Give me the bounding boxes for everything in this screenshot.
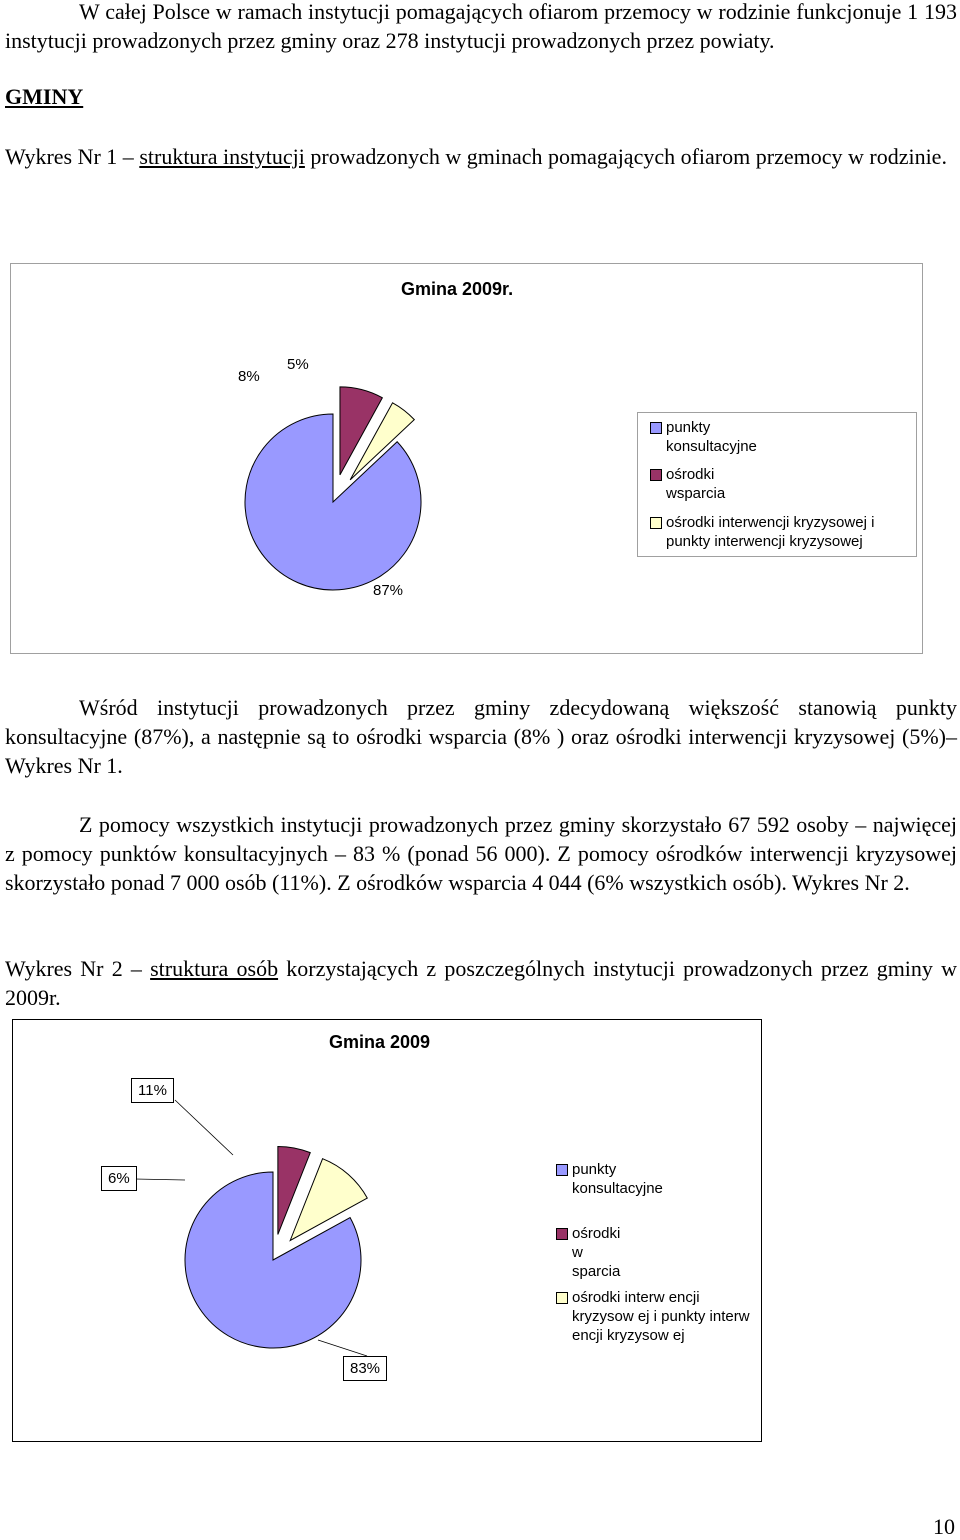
pie2-leader-line-0 xyxy=(175,1100,233,1155)
chart1-caption xyxy=(5,142,957,171)
paragraph-2: Z pomocy wszystkich instytucji prowadzonych przez gminy skorzystało 67 592 osoby – najwięcej z pomocy punktów konsultacyjnych – 83 % (ponad 56 000). Z pomocy ośrodków interwencji kryzysowej skorzystało ponad 7 000 osób (11%). Z ośrodków wsparcia 4 044 (6% wszystkich osób). Wykres Nr 2. xyxy=(5,812,957,895)
caption1-underlined: struktura instytucji xyxy=(139,144,305,169)
chart1-legend-text-consult: punkty konsultacyjne xyxy=(666,419,757,455)
chart2-swatch-support xyxy=(556,1228,568,1240)
chart2-legend xyxy=(553,1160,758,1350)
caption2-prefix: Wykres Nr 2 – xyxy=(5,956,151,981)
chart2-label-consult: 83% xyxy=(343,1356,387,1381)
pie2-leader-line-2 xyxy=(318,1340,367,1356)
chart2-label-support: 6% xyxy=(101,1166,137,1191)
intro-paragraph: W całej Polsce w ramach instytucji pomagających ofiarom przemocy w rodzinie funkcjonuje 1 193 instytucji prowadzonych przez gminy oraz 278 instytucji prowadzonych przez powiaty. xyxy=(5,0,957,53)
caption2-underlined: struktura osób xyxy=(150,956,279,981)
section-heading: GMINY xyxy=(5,84,84,109)
pie2-leader-line-1 xyxy=(135,1179,185,1180)
chart1-slice-consult xyxy=(245,414,421,590)
chart1-title: Gmina 2009r. xyxy=(401,279,514,299)
chart1-label-crisis: 5% xyxy=(287,356,309,373)
chart2-label-crisis: 11% xyxy=(131,1078,174,1103)
page-number: 10 xyxy=(933,1514,955,1539)
chart1-legend-text-support: ośrodki wsparcia xyxy=(666,466,726,502)
chart1-label-consult: 87% xyxy=(373,582,404,599)
chart1-legend-text-crisis: ośrodki interwencji kryzysowej i punkty interwencji kryzysowej xyxy=(666,514,875,550)
caption1-prefix: Wykres Nr 1 – xyxy=(5,144,140,169)
chart2-legend-text-support: ośrodki w sparcia xyxy=(572,1225,621,1280)
chart1-swatch-support xyxy=(650,469,662,481)
chart2-frame xyxy=(12,1019,762,1442)
chart2-swatch-consult xyxy=(556,1164,568,1176)
caption1-suffix: prowadzonych w gminach pomagających ofiarom przemocy w rodzinie. xyxy=(304,144,947,169)
chart2-swatch-crisis xyxy=(556,1292,568,1304)
chart1-label-support: 8% xyxy=(238,368,260,385)
chart1-swatch-consult xyxy=(650,422,662,434)
chart2-title: Gmina 2009 xyxy=(329,1032,431,1052)
chart2-caption xyxy=(5,954,957,1012)
chart1-legend xyxy=(637,412,917,557)
chart1-frame xyxy=(10,263,923,654)
chart2-legend-text-crisis: ośrodki interw encji kryzysow ej i punkty interw encji kryzysow ej xyxy=(572,1289,750,1344)
chart1-swatch-crisis xyxy=(650,517,662,529)
paragraph-1: Wśród instytucji prowadzonych przez gminy zdecydowaną większość stanowią punkty konsultacyjne (87%), a następnie są to ośrodki wsparcia (8% ) oraz ośrodki interwencji kryzysowej (5%)– Wykres Nr 1. xyxy=(5,695,957,778)
caption2-suffix: korzystających z poszczególnych instytucji prowadzonych przez gminy w 2009r. xyxy=(5,956,957,1010)
chart2-legend-text-consult: punkty konsultacyjne xyxy=(572,1161,663,1197)
